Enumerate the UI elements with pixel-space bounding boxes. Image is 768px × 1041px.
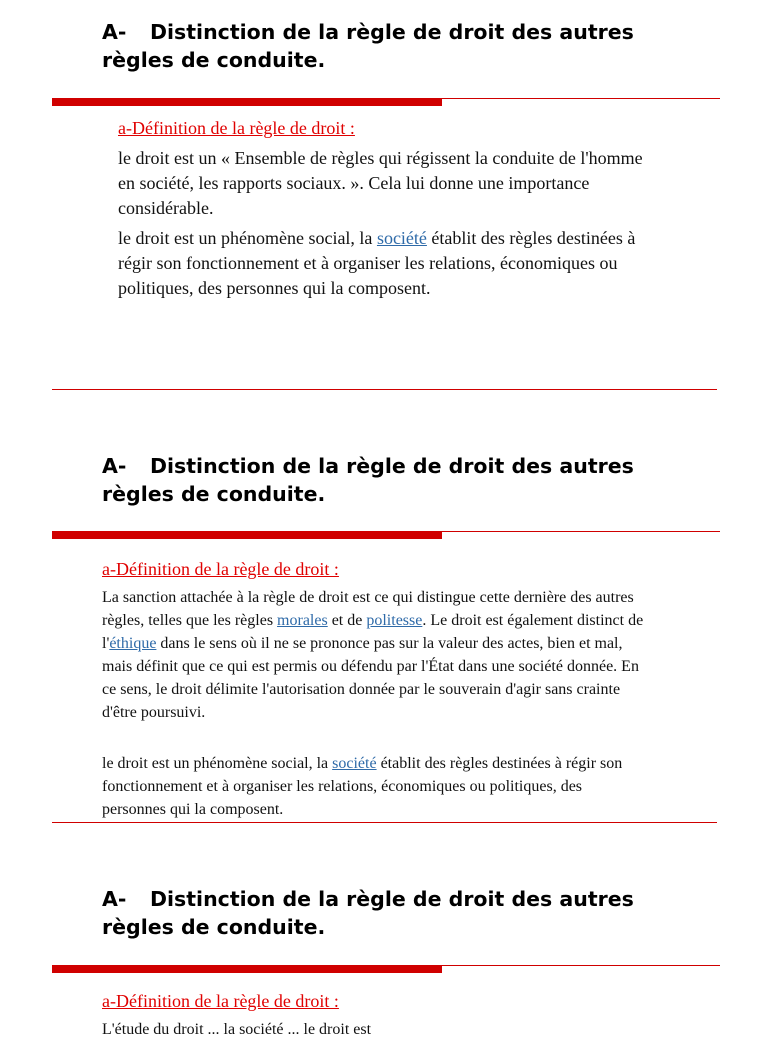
thick-red-rule <box>52 531 442 539</box>
paragraph <box>102 586 647 724</box>
heading-letter: A- <box>102 887 127 911</box>
politesse-link[interactable]: politesse <box>366 612 423 629</box>
heading-letter: A- <box>102 20 127 44</box>
heading-text: Distinction de la règle de droit des autres règles de conduite. <box>102 887 634 939</box>
thin-red-rule <box>442 531 720 532</box>
subsection-title: a-Définition de la règle de droit : <box>102 559 339 579</box>
subsection-title: a-Définition de la règle de droit : <box>118 118 355 138</box>
section-heading <box>102 885 702 941</box>
paragraph <box>118 226 658 301</box>
text: établit des règles destinées à régir son fonctionnement et à organiser les relations, économiques ou politiques, des personnes qui la composent. <box>118 228 636 298</box>
text: et de <box>327 612 367 629</box>
thin-red-rule <box>442 98 720 99</box>
societe-link[interactable]: société <box>332 755 377 772</box>
societe-link[interactable]: société <box>376 228 427 248</box>
text: le droit est un phénomène social, la <box>118 228 377 248</box>
text: . Le droit est également distinct de l' <box>102 612 644 652</box>
heading-text: Distinction de la règle de droit des autres règles de conduite. <box>102 20 634 72</box>
text: dans le sens où il ne se prononce pas sur la valeur des actes, bien et mal, mais définit que ce qui est permis ou défendu par l'État dans une société donnée. En ce sens, le droit délimite l'autorisation donnée par le souverain d'agir sans crainte d'être poursuivi. <box>102 635 639 721</box>
subsection-title: a-Définition de la règle de droit : <box>102 991 339 1011</box>
paragraph-fragment: L'étude du droit ... la société ... le droit est <box>102 1021 372 1038</box>
page-divider <box>52 822 717 823</box>
text: établit des règles destinées à régir son fonctionnement et à organiser les relations, économiques ou politiques, des personnes qui la composent. <box>102 755 623 818</box>
page-divider <box>52 389 717 390</box>
paragraph: le droit est un « Ensemble de règles qui régissent la conduite de l'homme en société, les rapports sociaux. ». Cela lui donne une importance considérable. <box>118 148 643 218</box>
heading-text: Distinction de la règle de droit des autres règles de conduite. <box>102 454 634 506</box>
text: le droit est un phénomène social, la <box>102 755 333 772</box>
morales-link[interactable]: morales <box>277 612 328 629</box>
heading-letter: A- <box>102 454 127 478</box>
text: La sanction attachée à la règle de droit est ce qui distingue cette dernière des autres règles, telles que les règles <box>102 589 634 629</box>
section-heading <box>102 18 702 74</box>
thick-red-rule <box>52 98 442 106</box>
paragraph <box>102 752 647 821</box>
ethique-link[interactable]: éthique <box>109 635 157 652</box>
section-heading <box>102 452 702 508</box>
thin-red-rule <box>442 965 720 966</box>
thick-red-rule <box>52 965 442 973</box>
